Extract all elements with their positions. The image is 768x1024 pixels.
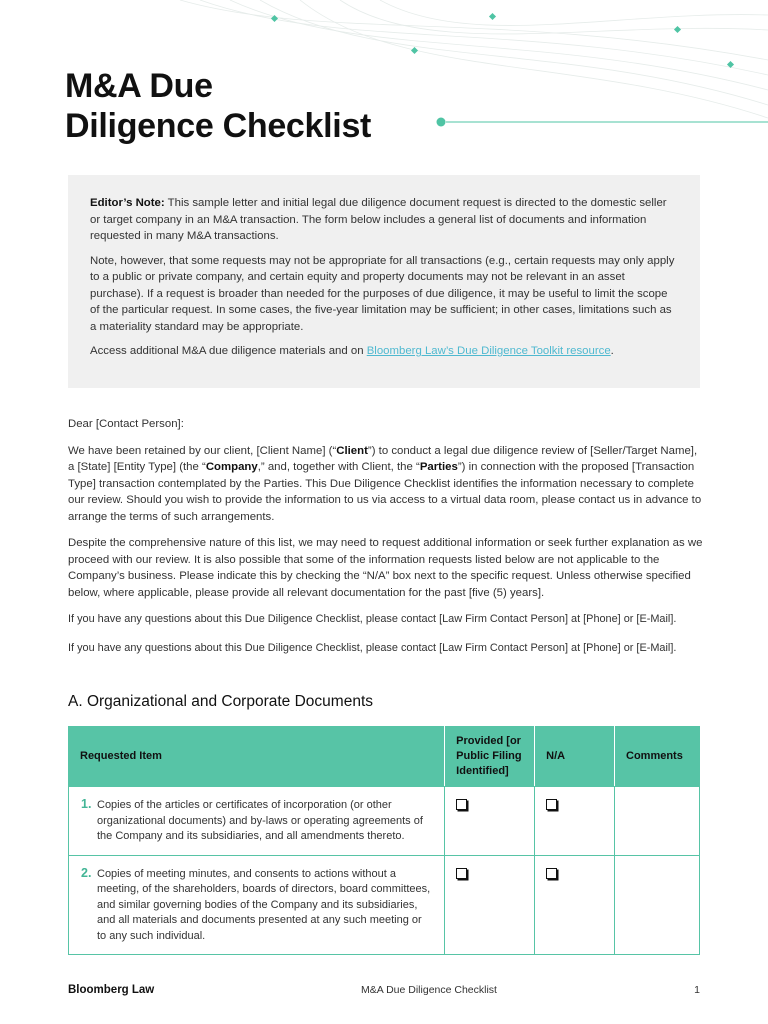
item-number: 2. — [81, 865, 92, 880]
provided-cell — [445, 855, 535, 955]
requested-item-cell — [69, 855, 445, 955]
defined-term-parties: Parties — [419, 461, 458, 473]
requested-items-table — [68, 726, 700, 955]
na-cell — [535, 787, 615, 856]
editors-note-paragraph-1 — [90, 195, 678, 245]
table-header-row — [69, 727, 700, 787]
na-checkbox[interactable] — [546, 799, 557, 810]
footer-brand: Bloomberg Law — [68, 984, 155, 996]
item-text: Copies of meeting minutes, and consents to actions without a meeting, of the shareholders, boards of directors, board committees, and similar governing bodies of the Company and its subsidiaries, and all materials and documents presented at any such meeting or to any such individual. — [97, 867, 431, 942]
table-row — [69, 787, 700, 856]
salutation: Dear [Contact Person]: — [68, 418, 184, 430]
table-row — [69, 855, 700, 955]
editors-note-text: This sample letter and initial legal due diligence document request is directed to the domestic seller or target company in an M&A transaction. The form below includes a general list of documents and information requested in many M&A transactions. — [90, 197, 667, 242]
toolkit-intro: Access additional M&A due diligence materials and on — [90, 345, 367, 357]
editors-note-box — [68, 175, 700, 388]
provided-checkbox[interactable] — [456, 799, 467, 810]
comments-cell[interactable] — [615, 855, 700, 955]
header-requested-item: Requested Item — [69, 727, 445, 787]
text-run: We have been retained by our client, [Client Name] (“ — [68, 444, 337, 457]
editors-note-paragraph-3 — [90, 343, 678, 360]
letter-paragraph-1 — [68, 443, 704, 526]
defined-term-client: Client — [336, 444, 368, 457]
letter-paragraph-2: Despite the comprehensive nature of this list, we may need to request additional information or seek further explanation as we proceed with our review. It is also possible that some of the information requests listed below are not applicable to the Company’s business. Please indicate this by checking the “N/A” box next to the specific request. Unless otherwise specified below, where applicable, please provide all relevant documentation for the past [five (5) years]. — [68, 537, 703, 599]
requested-item-cell — [69, 787, 445, 856]
page-title — [65, 66, 371, 146]
text-run: ,” and, together with Client, the “ — [257, 461, 420, 473]
title-line-2: Diligence Checklist — [65, 107, 372, 145]
item-text: Copies of the articles or certificates of incorporation (or other organizational documents) and by-laws or operating agreements of the Company and its subsidiaries, and all amendments thereto. — [97, 799, 423, 842]
na-cell — [535, 855, 615, 955]
footer-doc-title: M&A Due Diligence Checklist — [361, 984, 497, 996]
section-a-title: A. Organizational and Corporate Documents — [68, 693, 373, 710]
defined-term-company: Company — [205, 461, 258, 473]
toolkit-end: . — [610, 345, 614, 357]
editors-note-paragraph-2: Note, however, that some requests may not be appropriate for all transactions (e.g., certain requests may only apply to a public or private company, and certain equity and property documents may not be relevant in an asset purchase). If a request is broader than needed for the purposes of due diligence, it may be useful to limit the scope of the particular request. In some cases, the five-year limitation may be sufficient; in other cases, limitations such as a materiality standard may be appropriate. — [90, 254, 675, 333]
letter-paragraph-3: If you have any questions about this Due Diligence Checklist, please contact [Law Firm Contact Person] at [Phone] or [E-Mail]. — [68, 613, 677, 625]
text-run: ”) in connection with the proposed [Transaction Type] transaction contemplated by the Parties. This Due Diligence Checklist identifies the information necessary to complete our review. Should you wish to provide the information to us via access to a virtual data room, please contact us in advance to arrange the terms of such arrangements. — [68, 461, 702, 523]
page-number: 1 — [694, 984, 700, 996]
item-number: 1. — [81, 797, 92, 811]
text-run: ”) to conduct a legal due diligence review of [Seller/Target Name], a [State] [Entity Type] (the “ — [68, 444, 698, 473]
header-na: N/A — [535, 727, 615, 787]
title-line-1: M&A Due — [65, 67, 213, 105]
provided-cell — [445, 787, 535, 856]
letter-paragraph-4: If you have any questions about this Due Diligence Checklist, please contact [Law Firm Contact Person] at [Phone] or [E-Mail]. — [68, 641, 677, 654]
provided-checkbox[interactable] — [456, 868, 467, 879]
comments-cell[interactable] — [615, 787, 700, 856]
header-provided: Provided [or Public Filing Identified] — [445, 727, 535, 787]
editors-note-label: Editor’s Note: — [90, 197, 165, 209]
header-comments: Comments — [615, 727, 700, 787]
na-checkbox[interactable] — [546, 868, 557, 879]
letter-body — [68, 416, 704, 668]
toolkit-link[interactable]: Bloomberg Law’s Due Diligence Toolkit resource — [366, 345, 611, 357]
